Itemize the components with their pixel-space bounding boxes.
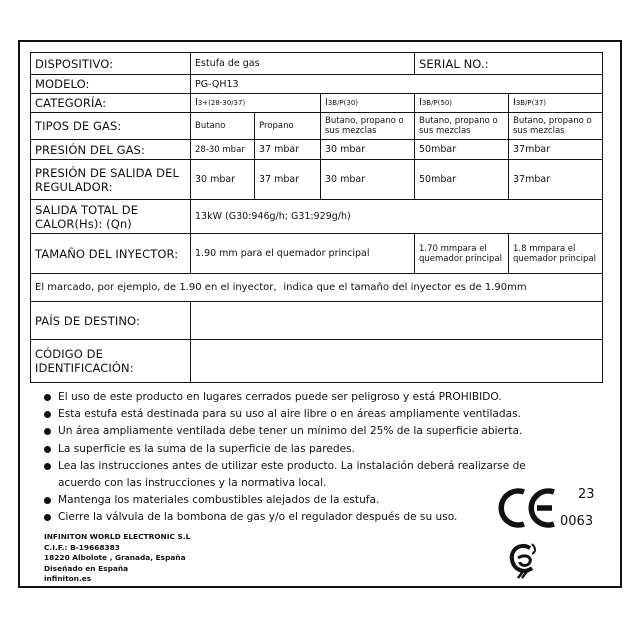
model-value: PG-QH13: [191, 75, 603, 94]
category-value: [415, 94, 509, 113]
heat-output-label: SALIDA TOTAL DE CALOR(Hs): (Qn): [31, 200, 191, 234]
gas-types-row: [31, 113, 603, 140]
heat-output-row: [31, 200, 603, 234]
regulator-pressure-cell: 30 mbar: [191, 160, 255, 200]
gas-type-cell: Butano, propano o sus mezclas: [415, 113, 509, 140]
gas-certification-logo-icon: [506, 540, 542, 580]
category-sub: 3B/P(30): [327, 99, 359, 107]
id-code-value: [191, 340, 603, 383]
warning-item: Mantenga los materiales combustibles alejados de la estufa.: [44, 492, 584, 509]
spec-table: [30, 52, 603, 383]
warning-item: El uso de este producto en lugares cerrados puede ser peligroso y está PROHIBIDO.: [44, 389, 584, 406]
category-label: CATEGORÍA:: [31, 94, 191, 113]
notified-body-code: 0063: [560, 514, 594, 529]
device-value: Estufa de gas: [191, 53, 415, 75]
gas-pressure-cell: 37 mbar: [255, 140, 321, 160]
company-info: [44, 532, 190, 585]
category-value: [321, 94, 415, 113]
heat-output-value: 13kW (G30:946g/h; G31:929g/h): [191, 200, 603, 234]
gas-pressure-cell: 50mbar: [415, 140, 509, 160]
model-label: MODELO:: [31, 75, 191, 94]
id-code-row: [31, 340, 603, 383]
id-code-label: CÓDIGO DE IDENTIFICACIÓN:: [31, 340, 191, 383]
category-sub: 3+(28-30/37): [197, 99, 246, 107]
injector-main-value: 1.90 mm para el quemador principal: [191, 234, 415, 274]
destination-value: [191, 302, 603, 340]
regulator-pressure-row: [31, 160, 603, 200]
gas-type-cell: Butano, propano o sus mezclas: [321, 113, 415, 140]
destination-row: [31, 302, 603, 340]
gas-types-label: TIPOS DE GAS:: [31, 113, 191, 140]
gas-pressure-label: PRESIÓN DEL GAS:: [31, 140, 191, 160]
marking-note-row: [31, 274, 603, 302]
regulator-pressure-cell: 37 mbar: [255, 160, 321, 200]
injector-alt-value: 1.8 mmpara el quemador principal: [509, 234, 603, 274]
injector-row: [31, 234, 603, 274]
company-address: 18220 Albolote , Granada, España: [44, 553, 186, 563]
category-value: [509, 94, 603, 113]
regulator-pressure-cell: 37mbar: [509, 160, 603, 200]
company-cif: C.I.F.: B-19668383: [44, 542, 120, 552]
ce-number: 23: [578, 487, 595, 502]
category-sub: 3B/P(50): [421, 99, 453, 107]
marking-note: El marcado, por ejemplo, de 1.90 en el inyector，indica que el tamaño del inyector es de 1.90mm: [31, 274, 603, 302]
ce-mark-icon: [498, 486, 558, 530]
destination-label: PAÍS DE DESTINO:: [31, 302, 191, 340]
regulator-pressure-cell: 50mbar: [415, 160, 509, 200]
warning-item: Lea las instrucciones antes de utilizar este producto. La instalación deberá realizarse de: [44, 458, 584, 475]
regulator-pressure-label: PRESIÓN DE SALIDA DEL REGULADOR:: [31, 160, 191, 200]
company-web: infiniton.es: [44, 574, 92, 584]
injector-label: TAMAÑO DEL INYECTOR:: [31, 234, 191, 274]
warning-item: Cierre la válvula de la bombona de gas y/o el regulador después de su uso.: [44, 509, 584, 526]
category-sub: 3B/P(37): [515, 99, 547, 107]
warning-item: La superficie es la suma de la superficie de las paredes.: [44, 441, 584, 458]
company-name: INFINITON WORLD ELECTRONIC S.L: [44, 532, 191, 541]
gas-type-cell: Propano: [255, 113, 321, 140]
injector-alt-value: 1.70 mmpara el quemador principal: [415, 234, 509, 274]
gas-pressure-cell: 37mbar: [509, 140, 603, 160]
device-row: [31, 53, 603, 75]
category-main: I: [419, 97, 422, 108]
category-main: I: [195, 97, 198, 108]
company-designed: Diseñado en España: [44, 563, 129, 573]
category-main: I: [513, 97, 516, 108]
warning-item: Un área ampliamente ventilada debe tener un mínimo del 25% de la superficie abierta.: [44, 423, 584, 440]
gas-type-cell: Butano, propano o sus mezclas: [509, 113, 603, 140]
category-main: I: [325, 97, 328, 108]
device-label: DISPOSITIVO:: [31, 53, 191, 75]
warning-continuation: acuerdo con las instrucciones y la normativa local.: [58, 477, 327, 490]
category-row: [31, 94, 603, 113]
gas-pressure-cell: 28-30 mbar: [191, 140, 255, 160]
regulator-pressure-cell: 30 mbar: [321, 160, 415, 200]
gas-pressure-row: [31, 140, 603, 160]
warning-item: Esta estufa está destinada para su uso al aire libre o en áreas ampliamente ventiladas.: [44, 406, 584, 423]
model-row: [31, 75, 603, 94]
serial-label: SERIAL NO.:: [415, 53, 603, 75]
gas-type-cell: Butano: [191, 113, 255, 140]
category-value: [191, 94, 321, 113]
gas-pressure-cell: 30 mbar: [321, 140, 415, 160]
